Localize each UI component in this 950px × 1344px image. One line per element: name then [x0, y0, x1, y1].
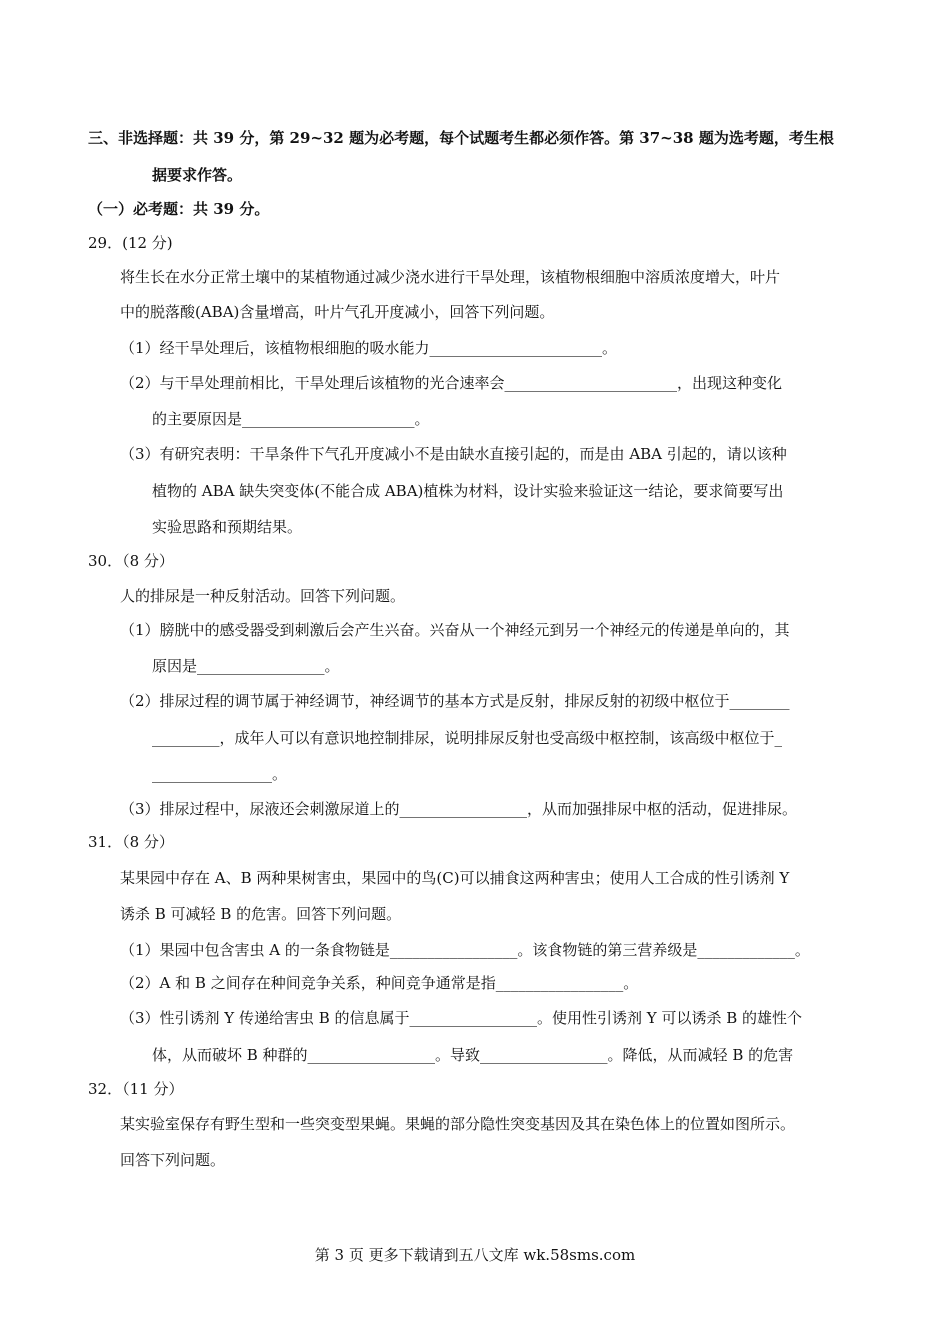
sub-header: （一）必考题：共 39 分。 [88, 200, 270, 218]
section-header-line2: 据要求作答。 [152, 166, 243, 184]
question-29-part2-line2: 的主要原因是_______________________。 [152, 410, 430, 428]
page-footer: 第 3 页 更多下载请到五八文库 wk.58sms.com [314, 1246, 636, 1264]
question-30-part1-line1: （1）膀胱中的感受器受到刺激后会产生兴奋。兴奋从一个神经元到另一个神经元的传递是单向的，其 [120, 621, 790, 639]
question-31-part2: （2）A 和 B 之间存在种间竞争关系，种间竞争通常是指_________________。 [120, 974, 639, 992]
question-30-stem: 人的排尿是一种反射活动。回答下列问题。 [120, 587, 406, 605]
question-29-number: 29．(12 分) [88, 234, 173, 252]
question-30-part2-line1: （2）排尿过程的调节属于神经调节，神经调节的基本方式是反射，排尿反射的初级中枢位于________ [120, 692, 790, 710]
question-29-part2-line1: （2）与干旱处理前相比，干旱处理后该植物的光合速率会_______________________，出现这种变化 [120, 374, 783, 392]
question-31-number: 31．（8 分） [88, 833, 174, 851]
question-29-stem-line2: 中的脱落酸(ABA)含量增高，叶片气孔开度减小，回答下列问题。 [120, 303, 555, 321]
question-30-part2-line3: ________________。 [152, 765, 288, 783]
question-31-part1: （1）果园中包含害虫 A 的一条食物链是_________________。该食物链的第三营养级是_____________。 [120, 941, 810, 959]
question-29-part3-line1: （3）有研究表明：干旱条件下气孔开度减小不是由缺水直接引起的，而是由 ABA 引起的，请以该种 [120, 445, 787, 463]
question-29-part1: （1）经干旱处理后，该植物根细胞的吸水能力_______________________。 [120, 339, 618, 357]
section-header-line1: 三、非选择题：共 39 分，第 29~32 题为必考题，每个试题考生都必须作答。第 37~38 题为选考题，考生根 [88, 129, 834, 147]
question-29-part3-line2: 植物的 ABA 缺失突变体(不能合成 ABA)植株为材料，设计实验来验证这一结论，要求简要写出 [152, 482, 784, 500]
question-31-stem-line1: 某果园中存在 A、B 两种果树害虫，果园中的鸟(C)可以捕食这两种害虫；使用人工合成的性引诱剂 Y [120, 869, 790, 887]
question-31-stem-line2: 诱杀 B 可减轻 B 的危害。回答下列问题。 [120, 905, 402, 923]
question-30-part2-line2: _________，成年人可以有意识地控制排尿，说明排尿反射也受高级中枢控制，该高级中枢位于_ [152, 729, 783, 747]
question-29-stem-line1: 将生长在水分正常土壤中的某植物通过减少浇水进行干旱处理，该植物根细胞中溶质浓度增大，叶片 [120, 268, 781, 286]
question-30-part3: （3）排尿过程中，尿液还会刺激尿道上的_________________，从而加强排尿中枢的活动，促进排尿。 [120, 800, 798, 818]
question-31-part3-line1: （3）性引诱剂 Y 传递给害虫 B 的信息属于_________________。使用性引诱剂 Y 可以诱杀 B 的雄性个 [120, 1009, 803, 1027]
question-32-number: 32．（11 分） [88, 1080, 184, 1098]
question-32-stem-line1: 某实验室保存有野生型和一些突变型果蝇。果蝇的部分隐性突变基因及其在染色体上的位置如图所示。 [120, 1115, 796, 1133]
question-30-number: 30．（8 分） [88, 552, 174, 570]
question-32-stem-line2: 回答下列问题。 [120, 1151, 226, 1169]
question-30-part1-line2: 原因是_________________。 [152, 657, 340, 675]
question-31-part3-line2: 体，从而破坏 B 种群的_________________。导致_________________。降低，从而减轻 B 的危害 [152, 1046, 794, 1064]
question-29-part3-line3: 实验思路和预期结果。 [152, 518, 303, 536]
